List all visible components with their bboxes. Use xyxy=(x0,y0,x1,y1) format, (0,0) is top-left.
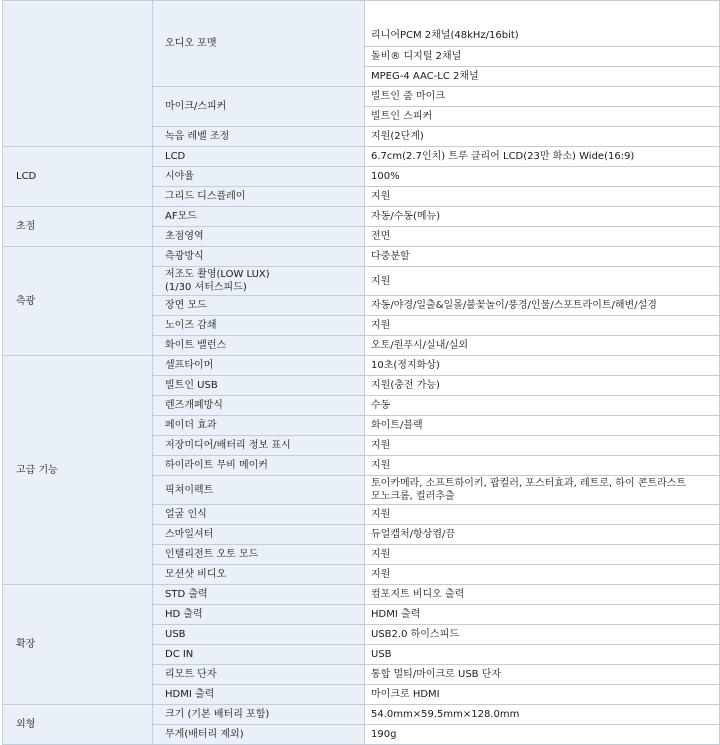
item-cell: 리모트 단자 xyxy=(153,665,365,685)
item-cell: 인텔리전트 오토 모드 xyxy=(153,545,365,565)
item-cell: 페이더 효과 xyxy=(153,416,365,436)
value-cell: MPEG-4 AAC-LC 2채널 xyxy=(365,67,720,87)
value-cell: HDMI 출력 xyxy=(365,605,720,625)
item-cell: 초점영역 xyxy=(153,227,365,247)
value-cell: 다중분할 xyxy=(365,247,720,267)
value-cell: 6.7cm(2.7인치) 트루 클리어 LCD(23만 화소) Wide(16:9) xyxy=(365,147,720,167)
item-cell: LCD xyxy=(153,147,365,167)
value-cell: USB xyxy=(365,645,720,665)
item-cell: 오디오 포맷 xyxy=(153,1,365,87)
item-cell: 하이라이트 무비 메이커 xyxy=(153,456,365,476)
item-cell: 그리드 디스플레이 xyxy=(153,187,365,207)
category-cell: 초점 xyxy=(3,207,153,247)
item-cell: USB xyxy=(153,625,365,645)
category-cell xyxy=(3,1,153,147)
value-cell: 자동/야경/일출&일몰/불꽃놀이/풍경/인물/스포트라이트/해변/설경 xyxy=(365,296,720,316)
item-cell: 녹음 레벨 조정 xyxy=(153,127,365,147)
value-cell: 빌트인 줌 마이크 xyxy=(365,87,720,107)
item-cell: 저장미디어/배터리 정보 표시 xyxy=(153,436,365,456)
item-cell: 픽쳐이펙트 xyxy=(153,476,365,505)
value-cell: 전면 xyxy=(365,227,720,247)
value-cell: 듀얼캡처/항상켬/끔 xyxy=(365,525,720,545)
table-row xyxy=(3,585,720,605)
value-cell: USB2.0 하이스피드 xyxy=(365,625,720,645)
item-cell: AF모드 xyxy=(153,207,365,227)
value-cell: 화이트/블랙 xyxy=(365,416,720,436)
value-cell: 지원(충전 가능) xyxy=(365,376,720,396)
value-cell: 마이크로 HDMI xyxy=(365,685,720,705)
item-cell: 시야율 xyxy=(153,167,365,187)
item-cell: 측광방식 xyxy=(153,247,365,267)
table-row xyxy=(3,1,720,47)
value-cell: 지원 xyxy=(365,545,720,565)
value-cell: 자동/수동(메뉴) xyxy=(365,207,720,227)
item-cell: 저조도 촬영(LOW LUX) (1/30 셔터스피드) xyxy=(153,267,365,296)
item-cell: 화이트 밸런스 xyxy=(153,336,365,356)
value-cell: 지원 xyxy=(365,267,720,296)
value-cell: 빌트인 스피커 xyxy=(365,107,720,127)
item-cell: 크기 (기본 배터리 포함) xyxy=(153,705,365,725)
item-cell: 얼굴 인식 xyxy=(153,505,365,525)
item-cell: 렌즈개폐방식 xyxy=(153,396,365,416)
item-cell: HD 출력 xyxy=(153,605,365,625)
item-cell: 스마일셔터 xyxy=(153,525,365,545)
item-cell: 무게(배터리 제외) xyxy=(153,725,365,745)
value-cell: 10초(정지화상) xyxy=(365,356,720,376)
table-row xyxy=(3,147,720,167)
item-cell: DC IN xyxy=(153,645,365,665)
value-cell: 54.0mm×59.5mm×128.0mm xyxy=(365,705,720,725)
item-cell: 셀프타이머 xyxy=(153,356,365,376)
item-cell: 장면 모드 xyxy=(153,296,365,316)
table-row xyxy=(3,207,720,227)
category-cell: 확장 xyxy=(3,585,153,705)
value-cell: 지원 xyxy=(365,565,720,585)
value-cell: 지원 xyxy=(365,316,720,336)
value-cell: 토이카메라, 소프트하이키, 팝컬러, 포스터효과, 레트로, 하이 콘트라스트 모노크롬, 컬러추출 xyxy=(365,476,720,505)
value-cell: 통합 멀티/마이크로 USB 단자 xyxy=(365,665,720,685)
value-cell: 190g xyxy=(365,725,720,745)
value-cell: 100% xyxy=(365,167,720,187)
value-cell: 지원 xyxy=(365,436,720,456)
value-cell: 오토/원푸시/실내/실외 xyxy=(365,336,720,356)
table-row xyxy=(3,356,720,376)
value-cell: 지원 xyxy=(365,505,720,525)
category-cell: 외형 xyxy=(3,705,153,745)
category-cell: 고급 기능 xyxy=(3,356,153,585)
spec-table xyxy=(2,0,720,745)
category-cell: 측광 xyxy=(3,247,153,356)
item-cell: HDMI 출력 xyxy=(153,685,365,705)
item-cell: 마이크/스피커 xyxy=(153,87,365,127)
value-cell: 지원(2단계) xyxy=(365,127,720,147)
value-cell: 수동 xyxy=(365,396,720,416)
table-row xyxy=(3,247,720,267)
item-cell: 노이즈 감쇄 xyxy=(153,316,365,336)
value-cell: 지원 xyxy=(365,456,720,476)
table-row xyxy=(3,705,720,725)
item-cell: 빌트인 USB xyxy=(153,376,365,396)
item-cell: STD 출력 xyxy=(153,585,365,605)
value-cell: 돌비® 디지털 2채널 xyxy=(365,47,720,67)
value-cell: 지원 xyxy=(365,187,720,207)
item-cell: 모션샷 비디오 xyxy=(153,565,365,585)
value-cell: 리니어PCM 2채널(48kHz/16bit) xyxy=(365,1,720,47)
value-cell: 컴포지트 비디오 출력 xyxy=(365,585,720,605)
category-cell: LCD xyxy=(3,147,153,207)
